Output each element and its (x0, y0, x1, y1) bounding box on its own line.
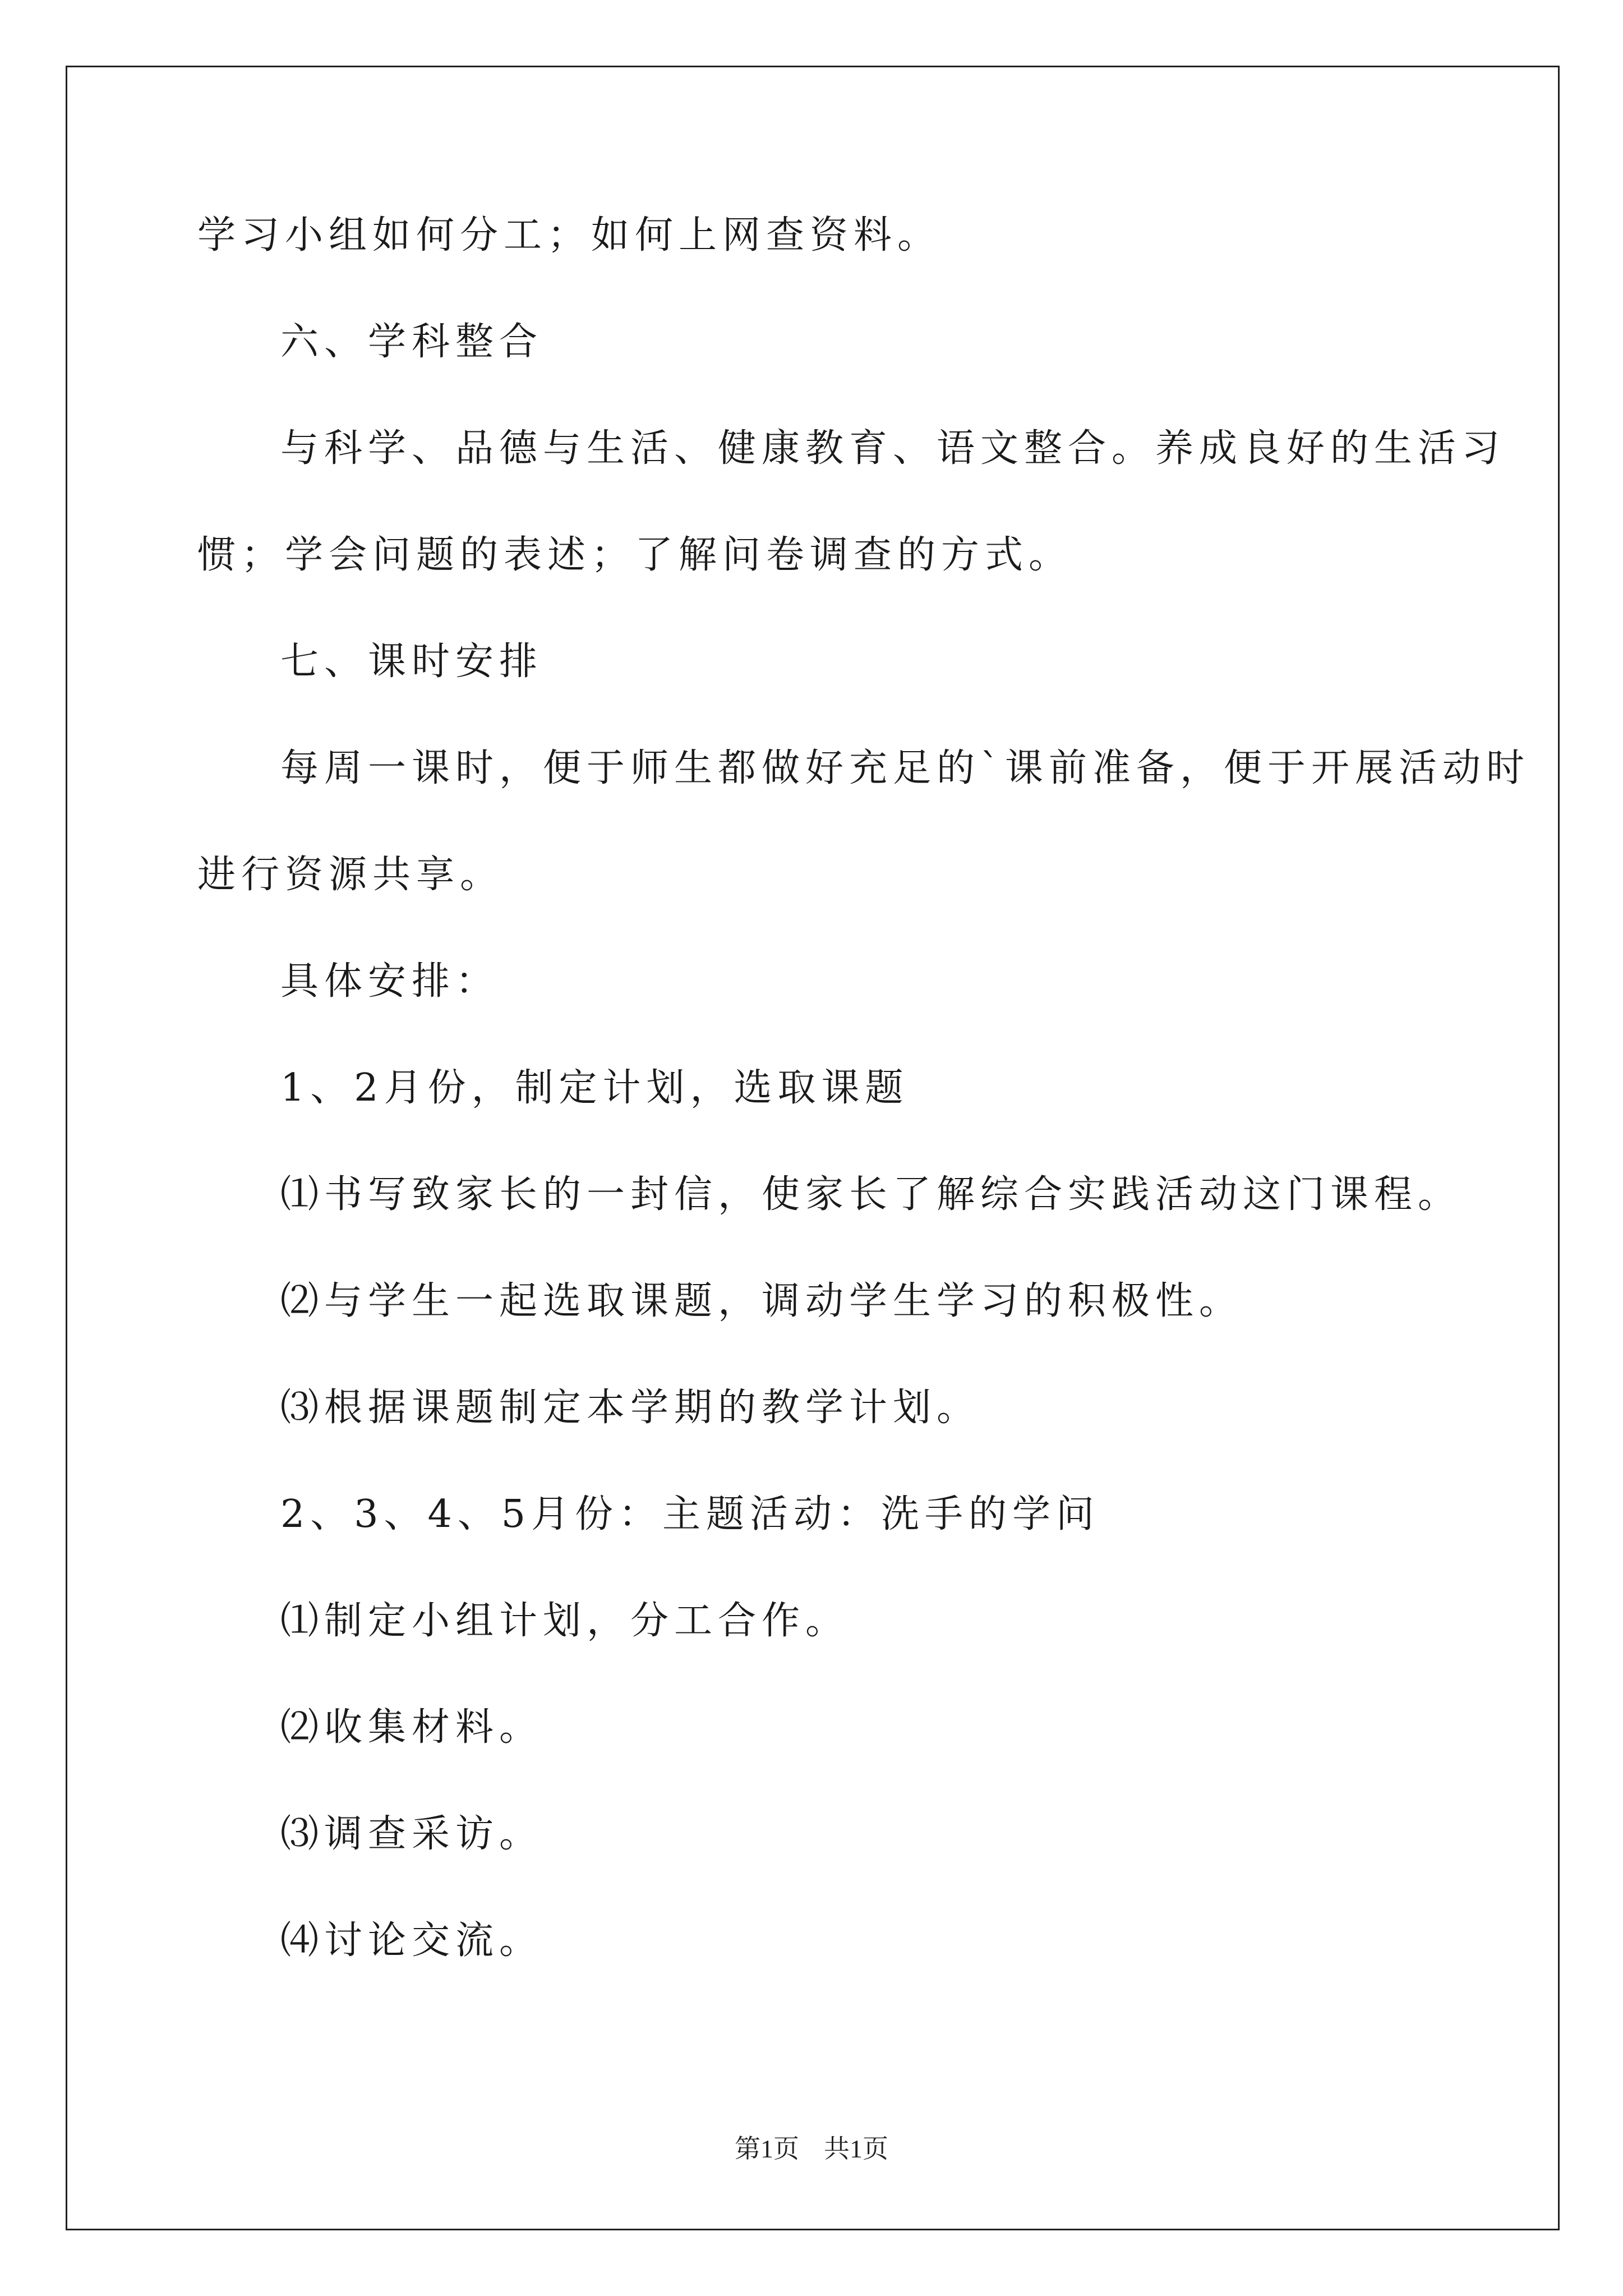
list-item: ⑴制定小组计划，分工合作。 (280, 1599, 850, 1643)
text-line: 学习小组如何分工；如何上网查资料。 (197, 213, 942, 257)
list-item: 2、3、4、5月份：主题活动：洗手的学问 (280, 1492, 1100, 1536)
list-item: ⑵收集材料。 (280, 1705, 543, 1750)
list-item: ⑶调查采访。 (280, 1812, 543, 1856)
text-line: 每周一课时，便于师生都做好充足的`课前准备，便于开展活动时 (280, 746, 1530, 790)
text-line: 进行资源共享。 (197, 853, 504, 897)
text-line: 惯；学会问题的表述；了解问卷调查的方式。 (197, 533, 1073, 577)
list-item: 1、2月份，制定计划，选取课题 (280, 1066, 909, 1110)
page-count: 共1页 (824, 2134, 888, 2163)
section-heading: 六、学科整合 (280, 320, 543, 364)
page-number: 第1页 (735, 2134, 799, 2163)
text-line: 与科学、品德与生活、健康教育、语文整合。养成良好的生活习 (280, 426, 1506, 471)
list-item: ⑶根据课题制定本学期的教学计划。 (280, 1386, 981, 1430)
list-item: ⑴书写致家长的一封信，使家长了解综合实践活动这门课程。 (280, 1172, 1462, 1217)
text-line: 具体安排： (280, 959, 500, 1004)
list-item: ⑵与学生一起选取课题，调动学生学习的积极性。 (280, 1279, 1243, 1323)
page-footer (0, 2133, 1623, 2165)
page-border (66, 66, 1560, 2230)
list-item: ⑷讨论交流。 (280, 1918, 543, 1963)
section-heading: 七、课时安排 (280, 639, 543, 684)
